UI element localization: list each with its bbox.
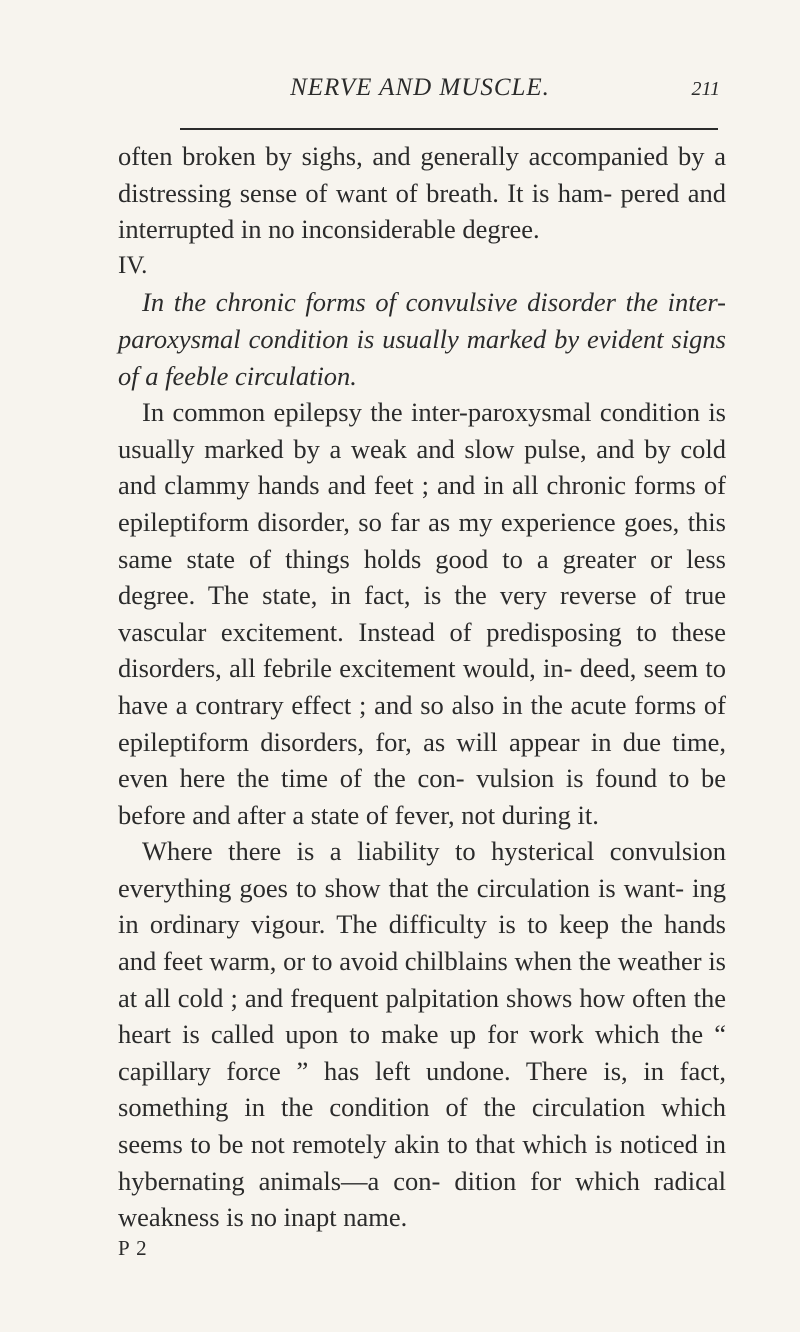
running-head: NERVE AND MUSCLE. [290,74,550,101]
header-rule [180,128,718,130]
page-body [118,138,726,1260]
paragraph-2: Where there is a liability to hysterical convulsion everything goes to show that the circulation is want- ing in ordinary vigour. The difficulty is to keep the hands and feet warm, or to avoid chilblains when the weather is at all cold ; and frequent palpitation shows how often the heart is called upon to make up for work which the “ capillary force ” has left undone. There is, in fact, something in the condition of the circulation which seems to be not remotely akin to that which is noticed in hybernating animals—a con- dition for which radical weakness is no inapt name. [118,836,726,1233]
section-heading: In the chronic forms of convulsive disorder the inter- paroxysmal condition is usually marked by evident signs of a feeble circulation. [118,287,726,391]
section-number: IV. [118,251,148,279]
page-number: 211 [691,78,720,100]
continuation-paragraph: often broken by sighs, and generally accompanied by a distressing sense of want of breath. It is ham- pered and interrupted in no inconsiderable degree. [118,141,726,245]
page-header [120,70,720,110]
paragraph-1: In common epilepsy the inter-paroxysmal condition is usually marked by a weak and slow pulse, and by cold and clammy hands and feet ; and in all chronic forms of epileptiform disorder, so far as my experience goes, this same state of things holds good to a greater or less degree. The state, in fact, is the very reverse of true vascular excitement. Instead of predisposing to these disorders, all febrile excitement would, in- deed, seem to have a contrary effect ; and so also in the acute forms of epileptiform disorders, for, as will appear in due time, even here the time of the con- vulsion is found to be before and after a state of fever, not during it. [118,397,726,830]
signature-mark: P 2 [118,1235,148,1260]
